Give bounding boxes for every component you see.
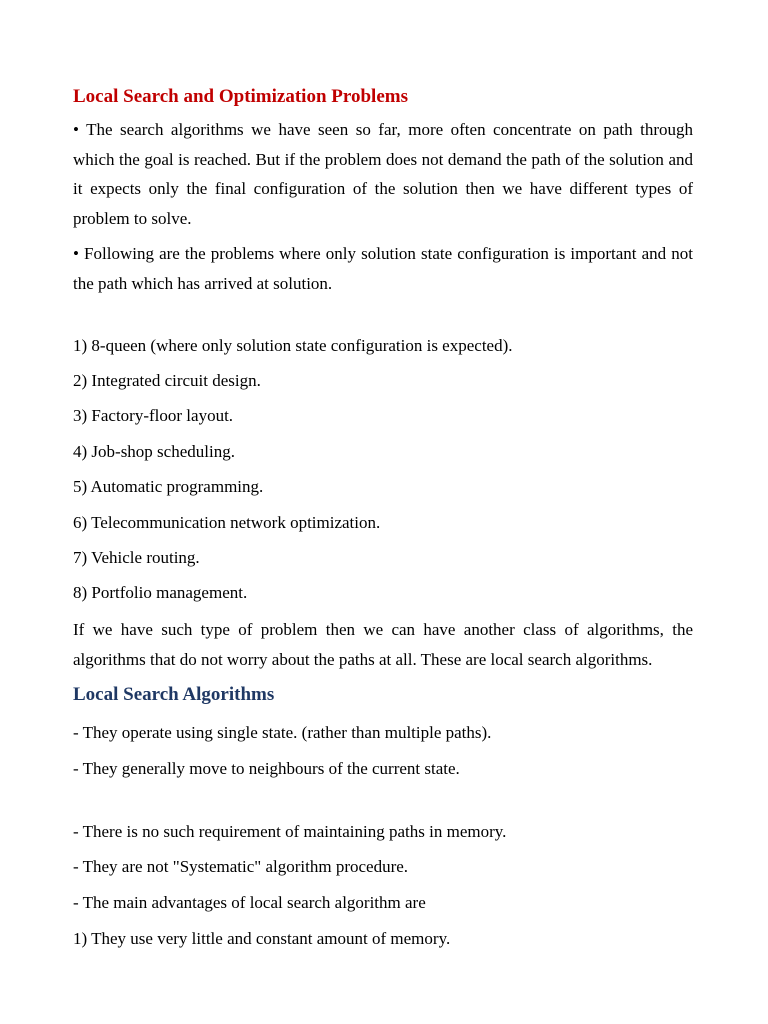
section-heading-local-search-optimization: Local Search and Optimization Problems [73,86,408,107]
problem-item: 5) Automatic programming. [73,477,264,496]
intro-paragraph-1: • The search algorithms we have seen so far, more often concentrate on path through which the goal is reached. But if the problem does not demand the path of the solution and it expects only the final configuration of the solution then we have different types of problem to solve. [73,120,693,228]
problem-item: 4) Job-shop scheduling. [73,442,235,461]
point-item: - They are not "Systematic" algorithm procedure. [73,857,409,876]
point-item: - They generally move to neighbours of the current state. [73,759,460,778]
advantage-item: 1) They use very little and constant amount of memory. [73,929,451,948]
problem-item: 3) Factory-floor layout. [73,406,234,425]
problem-item: 6) Telecommunication network optimization. [73,513,381,532]
closing-paragraph: If we have such type of problem then we can have another class of algorithms, the algorithms that do not worry about the paths at all. These are local search algorithms. [73,620,693,669]
point-item: - There is no such requirement of maintaining paths in memory. [73,822,507,841]
problem-item: 1) 8-queen (where only solution state configuration is expected). [73,336,513,355]
problem-item: 2) Integrated circuit design. [73,371,261,390]
point-item: - The main advantages of local search algorithm are [73,893,426,912]
problem-item: 7) Vehicle routing. [73,548,200,567]
point-item: - They operate using single state. (rather than multiple paths). [73,723,492,742]
problem-item: 8) Portfolio management. [73,583,248,602]
section-heading-local-search-algorithms: Local Search Algorithms [73,684,275,705]
intro-paragraph-2: • Following are the problems where only solution state configuration is important and not the path which has arrived at solution. [73,244,693,293]
